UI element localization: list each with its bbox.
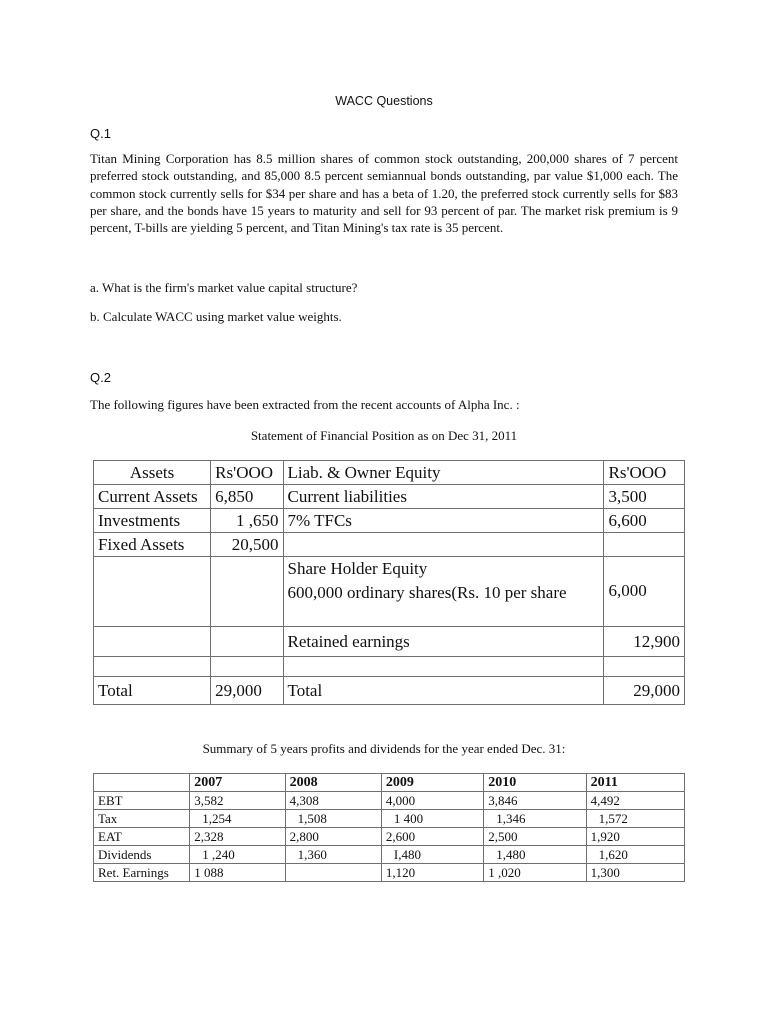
- bs-empty-cell: [211, 657, 283, 677]
- bs-fixed-assets-label: Fixed Assets: [94, 533, 211, 557]
- summary-cell: 1 088: [190, 864, 285, 882]
- table-row: [94, 533, 685, 557]
- summary-cell: 3,582: [190, 792, 285, 810]
- summary-title: Summary of 5 years profits and dividends for the year ended Dec. 31:: [202, 741, 566, 756]
- table-row: [94, 627, 685, 657]
- bs-header-assets: Assets: [94, 461, 211, 485]
- bs-current-assets-value: 6,850: [211, 485, 283, 509]
- summary-cell: 2,328: [190, 828, 285, 846]
- table-row: [94, 657, 685, 677]
- summary-cell: I,480: [381, 846, 483, 864]
- summary-cell: 1,120: [381, 864, 483, 882]
- summary-cell: 1,572: [586, 810, 684, 828]
- page-title: WACC Questions: [335, 94, 433, 108]
- bs-empty-cell: [283, 657, 604, 677]
- summary-year-header: 2008: [285, 774, 381, 792]
- summary-year-header: 2009: [381, 774, 483, 792]
- summary-cell: 1,254: [190, 810, 285, 828]
- table-row: [94, 846, 685, 864]
- table-row: [94, 557, 685, 627]
- bs-header-rs-assets: Rs'OOO: [211, 461, 283, 485]
- bs-empty-cell: [604, 533, 685, 557]
- bs-tfcs-label: 7% TFCs: [283, 509, 604, 533]
- bs-empty-cell: [604, 657, 685, 677]
- summary-cell: 4,000: [381, 792, 483, 810]
- summary-cell: 1,508: [285, 810, 381, 828]
- bs-total-label: Total: [94, 677, 211, 705]
- summary-table: [93, 773, 685, 882]
- bs-tfcs-value: 6,600: [604, 509, 685, 533]
- bs-equity-cell: [283, 557, 604, 627]
- summary-cell: 1 ,020: [484, 864, 586, 882]
- summary-cell: 1,620: [586, 846, 684, 864]
- bs-current-assets-label: Current Assets: [94, 485, 211, 509]
- bs-equity-heading: Share Holder Equity: [287, 559, 428, 578]
- bs-empty-cell: [94, 627, 211, 657]
- table-row: [94, 509, 685, 533]
- question-2-label: Q.2: [90, 370, 111, 385]
- bs-total-assets-value: 29,000: [211, 677, 283, 705]
- summary-row-label: Dividends: [94, 846, 190, 864]
- summary-cell: 1 400: [381, 810, 483, 828]
- bs-current-liab-value: 3,500: [604, 485, 685, 509]
- summary-row-label: Tax: [94, 810, 190, 828]
- summary-cell: 2,500: [484, 828, 586, 846]
- bs-empty-cell: [94, 557, 211, 627]
- bs-empty-cell: [211, 627, 283, 657]
- summary-row-label: Ret. Earnings: [94, 864, 190, 882]
- table-row: [94, 461, 685, 485]
- question-1-part-b: b. Calculate WACC using market value weights.: [90, 309, 342, 324]
- table-row: [94, 774, 685, 792]
- bs-investments-label: Investments: [94, 509, 211, 533]
- bs-retained-label: Retained earnings: [283, 627, 604, 657]
- summary-cell: 4,308: [285, 792, 381, 810]
- summary-cell: 1,480: [484, 846, 586, 864]
- summary-cell: 1 ,240: [190, 846, 285, 864]
- bs-empty-cell: [283, 533, 604, 557]
- question-2-intro: The following figures have been extracted from the recent accounts of Alpha Inc. :: [90, 397, 520, 412]
- bs-fixed-assets-value: 20,500: [211, 533, 283, 557]
- bs-total-liab-value: 29,000: [604, 677, 685, 705]
- bs-empty-cell: [211, 557, 283, 627]
- table-row: [94, 792, 685, 810]
- bs-total-liab-label: Total: [283, 677, 604, 705]
- statement-title: Statement of Financial Position as on Dec 31, 2011: [250, 428, 518, 443]
- balance-sheet-table: [93, 460, 685, 705]
- bs-retained-value: 12,900: [604, 627, 685, 657]
- bs-current-liab-label: Current liabilities: [283, 485, 604, 509]
- summary-header-blank: [94, 774, 190, 792]
- summary-cell: 1,360: [285, 846, 381, 864]
- bs-header-rs-liab: Rs'OOO: [604, 461, 685, 485]
- question-1-paragraph: Titan Mining Corporation has 8.5 million shares of common stock outstanding, 200,000 shares of 7 percent preferred stock outstanding, and 85,000 8.5 percent semiannual bonds outstanding, par value $1,000 each. The common stock currently sells for $34 per share and has a beta of 1.20, the preferred stock currently sells for $83 per share, and the bonds have 15 years to maturity and sell for 93 percent of par. The market risk premium is 9 percent, T-bills are yielding 5 percent, and Titan Mining's tax rate is 35 percent.: [90, 151, 678, 236]
- summary-year-header: 2010: [484, 774, 586, 792]
- summary-cell: 4,492: [586, 792, 684, 810]
- bs-ordinary-shares-label: 600,000 ordinary shares(Rs. 10 per share: [287, 583, 567, 602]
- summary-cell: 1,346: [484, 810, 586, 828]
- summary-year-header: 2011: [586, 774, 684, 792]
- summary-cell: 3,846: [484, 792, 586, 810]
- summary-cell: 1,300: [586, 864, 684, 882]
- summary-cell: 2,800: [285, 828, 381, 846]
- summary-cell: 1,920: [586, 828, 684, 846]
- table-row: [94, 864, 685, 882]
- bs-investments-value: 1 ,650: [211, 509, 283, 533]
- summary-row-label: EAT: [94, 828, 190, 846]
- question-1-label: Q.1: [90, 126, 111, 141]
- summary-year-header: 2007: [190, 774, 285, 792]
- table-row: [94, 810, 685, 828]
- bs-ordinary-shares-value: 6,000: [604, 557, 685, 627]
- bs-empty-cell: [94, 657, 211, 677]
- table-row: [94, 828, 685, 846]
- summary-cell: [285, 864, 381, 882]
- bs-header-liabilities: Liab. & Owner Equity: [283, 461, 604, 485]
- question-1-part-a: a. What is the firm's market value capital structure?: [90, 280, 358, 295]
- summary-cell: 2,600: [381, 828, 483, 846]
- summary-row-label: EBT: [94, 792, 190, 810]
- table-row: [94, 485, 685, 509]
- table-row: [94, 677, 685, 705]
